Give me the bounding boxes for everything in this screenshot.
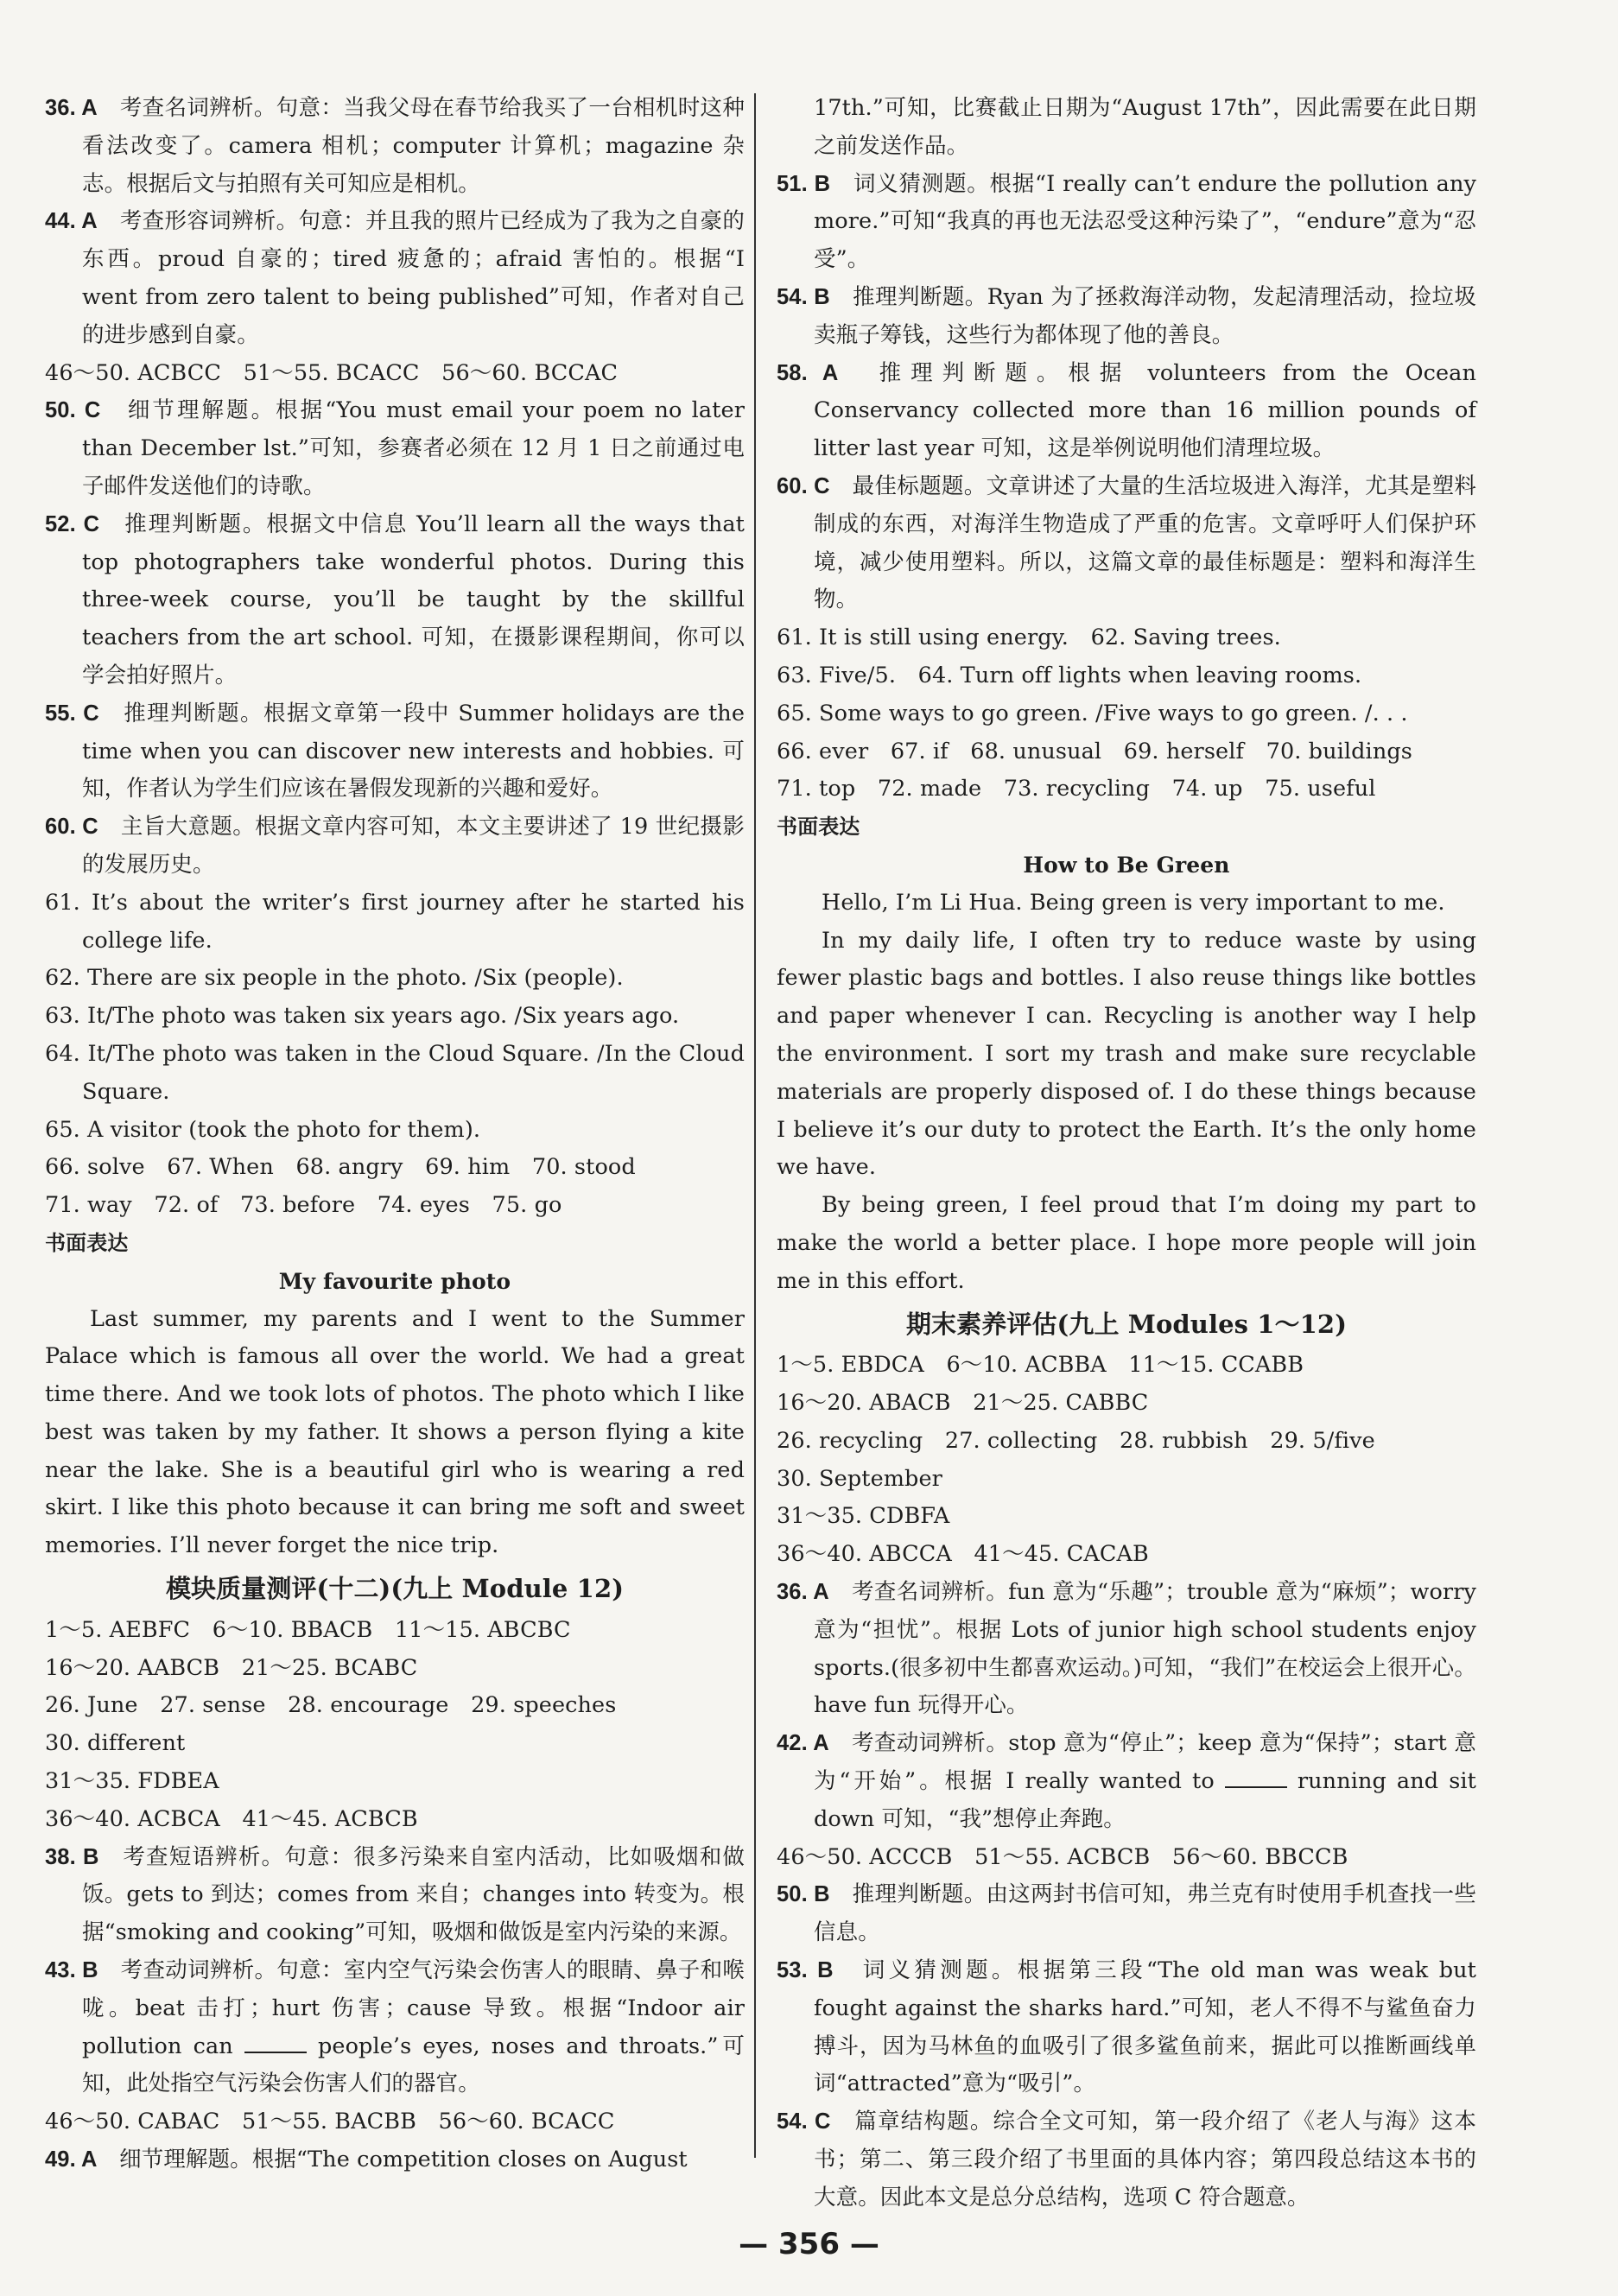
answer-explanation: 推理判断题。Ryan 为了拯救海洋动物，发起清理活动，捡垃圾卖瓶子筹钱，这些行为都体现了他的善良。 bbox=[814, 283, 1477, 348]
answer-number: 50. C bbox=[45, 398, 101, 423]
answer-55 bbox=[45, 695, 745, 809]
answer-row: 1～5. AEBFC 6～10. BBACB 11～15. ABCBC bbox=[45, 1616, 571, 1643]
answer-explanation: 考查短语辨析。句意：很多污染来自室内活动，比如吸烟和做饭。gets to 到达；comes from 来自；changes into 转变为。根据“smoking and cooking”可知，吸烟和做饭是室内污染的来源。 bbox=[82, 1843, 745, 1946]
answer-number: 43. B bbox=[45, 1958, 98, 1983]
answer-row: 46～50. ACBCC 51～55. BCACC 56～60. BCCAC bbox=[45, 359, 619, 386]
answer-number: 51. B bbox=[777, 171, 831, 196]
answer-38 bbox=[45, 1839, 745, 1952]
answer-explanation: 词义猜测题。根据“I really can’t endure the pollution any more.”可知“我真的再也无法忍受这种污染了”，“endure”意为“忍受”。 bbox=[814, 170, 1477, 273]
answer-explanation: 主旨大意题。根据文章内容可知，本文主要讲述了 19 世纪摄影的发展历史。 bbox=[82, 814, 745, 878]
answer-43 bbox=[45, 1952, 745, 2103]
answer-row: 61. It is still using energy. 62. Saving trees. bbox=[777, 625, 1281, 651]
answer-row: 46～50. CABAC 51～55. BACBB 56～60. BCACC bbox=[45, 2109, 615, 2135]
answer-explanation: 考查名词辨析。句意：当我父母在春节给我买了一台相机时这种看法改变了。camera 相机；computer 计算机；magazine 杂志。根据后文与拍照有关可知应是相机。 bbox=[82, 95, 745, 197]
left-column bbox=[45, 90, 745, 2179]
right-column bbox=[777, 90, 1476, 2217]
answer-explanation: 推理判断题。根据 volunteers from the Ocean Conservancy collected more than 16 million pounds of litter last year 可知，这是举例说明他们清理垃圾。 bbox=[814, 359, 1476, 462]
answer-number: 53. B bbox=[777, 1958, 834, 1983]
answer-row: 36～40. ACBCA 41～45. ACBCB bbox=[45, 1805, 418, 1832]
answer-explanation: 细节理解题。根据“You must email your poem no later than December lst.”可知，参赛者必须在 12 月 1 日之前通过电子邮件发送他们的诗歌。 bbox=[82, 397, 745, 499]
answer-row: 31～35. FDBEA bbox=[45, 1768, 219, 1795]
answer-explanation: 最佳标题题。文章讲述了大量的生活垃圾进入海洋，尤其是塑料制成的东西，对海洋生物造成了严重的危害。文章呼吁人们保护环境，减少使用塑料。所以，这篇文章的最佳标题是：塑料和海洋生物。 bbox=[814, 473, 1476, 613]
answer-row: 66. solve 67. When 68. angry 69. him 70. stood bbox=[45, 1154, 636, 1181]
answer-explanation: 推理判断题。根据文章第一段中 Summer holidays are the time when you can discover new interests and hobbies. 可知，作者认为学生们应该在暑假发现新的兴趣和爱好。 bbox=[82, 700, 746, 802]
answer-number: 58. A bbox=[777, 360, 839, 385]
answer-explanation: 细节理解题。根据“The competition closes on August bbox=[119, 2147, 688, 2173]
answer-explanation: 考查动词辨析。stop 意为“停止”；keep 意为“保持”；start 意为“开始”。根据 I really wanted to bbox=[814, 1730, 1476, 1795]
answer-explanation: 推理判断题。由这两封书信可知，弗兰克有时使用手机查找一些信息。 bbox=[814, 1881, 1476, 1946]
answer-42 bbox=[777, 1725, 1476, 1838]
answer-explanation: 考查动词辨析。句意：室内空气污染会伤害人的眼睛、鼻子和喉咙。beat 击打；hurt 伤害；cause 导致。根据“Indoor air pollution can bbox=[82, 1957, 745, 2059]
essay-paragraph: In my daily life, I often try to reduce waste by using fewer plastic bags and bottles. I also reuse things like bottles and paper whenever I can. Recycling is another way I help the environment. I sort my trash and make sure recyclable materials are properly disposed of. I do these things because I believe it’s our duty to protect the Earth. It’s the only home we have. bbox=[777, 927, 1476, 1181]
answer-number: 42. A bbox=[777, 1731, 829, 1756]
answer-row: 63. Five/5. 64. Turn off lights when leaving rooms. bbox=[777, 662, 1362, 688]
answer-50 bbox=[777, 1876, 1476, 1952]
answer-44 bbox=[45, 203, 745, 354]
answer-row: 26. recycling 27. collecting 28. rubbish 29. 5/five bbox=[777, 1427, 1375, 1454]
essay-title: My favourite photo bbox=[278, 1268, 511, 1294]
answer-number: 36. A bbox=[45, 96, 98, 120]
page-number: — 356 — bbox=[739, 2227, 879, 2261]
answer-explanation: 词义猜测题。根据第三段“The old man was weak but fought against the sharks hard.”可知，老人不得不与鲨鱼奋力搏斗，因为马林鱼的血吸引了很多鲨鱼前来，据此可以推断画线单词“attracted”意为“吸引”。 bbox=[814, 1957, 1476, 2097]
test-title: 模块质量测评(十二)(九上 Module 12) bbox=[165, 1574, 625, 1604]
answer-row: 16～20. AABCB 21～25. BCABC bbox=[45, 1654, 418, 1681]
answer-explanation: 篇章结构题。综合全文可知，第一段介绍了《老人与海》这本书；第二、第三段介绍了书里面的具体内容；第四段总结这本书的大意。因此本文是总分总结构，选项 C 符合题意。 bbox=[814, 2109, 1476, 2210]
fill-blank bbox=[244, 2034, 307, 2053]
answer-53 bbox=[777, 1952, 1476, 2103]
answer-row: 30. different bbox=[45, 1730, 186, 1757]
answer-explanation: 推理判断题。根据文中信息 You’ll learn all the ways that top photographers take wonderful photos. During this three-week course, you’ll be taught by the skillful teachers from the art school. 可知，在摄影课程期间，你可以学会拍好照片。 bbox=[82, 511, 746, 688]
answer-row: 46～50. ACCCB 51～55. ACBCB 56～60. BBCCB bbox=[777, 1843, 1348, 1870]
answer-row: 36～40. ABCCA 41～45. CACAB bbox=[777, 1541, 1149, 1568]
answer-row: 30. September bbox=[777, 1465, 942, 1492]
answer-60 bbox=[777, 468, 1476, 619]
answer-number: 49. A bbox=[45, 2147, 98, 2172]
answer-number: 50. B bbox=[777, 1882, 830, 1907]
answer-row: 71. top 72. made 73. recycling 74. up 75. useful bbox=[777, 776, 1376, 802]
test-title: 期末素养评估(九上 Modules 1～12) bbox=[905, 1309, 1348, 1339]
answer-49-continued: 17th.”可知，比赛截止日期为“August 17th”，因此需要在此日期之前发送作品。 bbox=[814, 95, 1476, 159]
answer-row: 31～35. CDBFA bbox=[777, 1503, 950, 1530]
answer-64: 64. It/The photo was taken in the Cloud Square. /In the Cloud Square. bbox=[45, 1040, 745, 1105]
answer-52 bbox=[45, 506, 745, 695]
answer-49 bbox=[45, 2141, 745, 2179]
answer-36 bbox=[45, 90, 745, 203]
answer-54 bbox=[777, 279, 1476, 355]
essay-paragraph: By being green, I feel proud that I’m doing my part to make the world a better place. I hope more people will join me in this effort. bbox=[777, 1192, 1476, 1294]
answer-explanation: 考查形容词辨析。句意：并且我的照片已经成为了我为之自豪的东西。proud 自豪的；tired 疲惫的；afraid 害怕的。根据“I went from zero talent to being published”可知，作者对自己的进步感到自豪。 bbox=[82, 208, 745, 348]
writing-section-label: 书面表达 bbox=[45, 1230, 129, 1255]
answer-50 bbox=[45, 392, 745, 505]
answer-63: 63. It/The photo was taken six years ago. /Six years ago. bbox=[45, 1003, 680, 1030]
answer-explanation: people’s eyes, noses and throats.”可知，此处指空气污染会伤害人们的器官。 bbox=[82, 2033, 745, 2097]
answer-explanation: 考查名词辨析。fun 意为“乐趣”；trouble 意为“麻烦”；worry 意为“担忧”。根据 Lots of junior high school students enjoy sports.(很多初中生都喜欢运动。)可知，“我们”在校运会上很开心。have fun 玩得开心。 bbox=[814, 1579, 1476, 1719]
answer-number: 36. A bbox=[777, 1580, 829, 1605]
answer-row: 1～5. EBDCA 6～10. ACBBA 11～15. CCABB bbox=[777, 1352, 1304, 1379]
answer-row: 16～20. ABACB 21～25. CABBC bbox=[777, 1390, 1149, 1417]
answer-row: 26. June 27. sense 28. encourage 29. speeches bbox=[45, 1692, 617, 1719]
answer-number: 44. A bbox=[45, 209, 98, 234]
answer-explanation: running and sit down 可知，“我”想停止奔跑。 bbox=[814, 1768, 1476, 1832]
answer-36 bbox=[777, 1574, 1476, 1725]
fill-blank bbox=[1225, 1769, 1287, 1788]
essay-paragraph: Hello, I’m Li Hua. Being green is very important to me. bbox=[822, 889, 1445, 916]
answer-number: 38. B bbox=[45, 1844, 99, 1869]
answer-62: 62. There are six people in the photo. /Six (people). bbox=[45, 965, 624, 992]
answer-58 bbox=[777, 355, 1476, 468]
answer-number: 55. C bbox=[45, 701, 99, 726]
answer-number: 52. C bbox=[45, 511, 100, 536]
answer-number: 54. B bbox=[777, 284, 830, 309]
answer-65: 65. A visitor (took the photo for them). bbox=[45, 1116, 481, 1143]
answer-row: 65. Some ways to go green. /Five ways to go green. /. . . bbox=[777, 700, 1408, 726]
essay-title: How to Be Green bbox=[1023, 852, 1230, 878]
writing-section-label: 书面表达 bbox=[777, 815, 860, 840]
answer-number: 54. C bbox=[777, 2109, 831, 2134]
essay-body: Last summer, my parents and I went to the Summer Palace which is famous all over the world. We had a great time there. And we took lots of photos. The photo which I like best was taken by my father. It shows a person flying a kite near the lake. She is a beautiful girl who is wearing a red skirt. I like this photo because it can bring me soft and sweet memories. I’ll never forget the nice trip. bbox=[45, 1305, 745, 1559]
answer-row: 71. way 72. of 73. before 74. eyes 75. go bbox=[45, 1192, 562, 1219]
column-divider bbox=[754, 93, 756, 2158]
answer-number: 60. C bbox=[45, 815, 98, 840]
answer-number: 60. C bbox=[777, 473, 830, 498]
answer-row: 66. ever 67. if 68. unusual 69. herself 70. buildings bbox=[777, 738, 1412, 764]
answer-51 bbox=[777, 166, 1476, 279]
answer-61: 61. It’s about the writer’s first journey after he started his college life. bbox=[45, 889, 745, 954]
answer-54 bbox=[777, 2103, 1476, 2217]
answer-60 bbox=[45, 809, 745, 885]
